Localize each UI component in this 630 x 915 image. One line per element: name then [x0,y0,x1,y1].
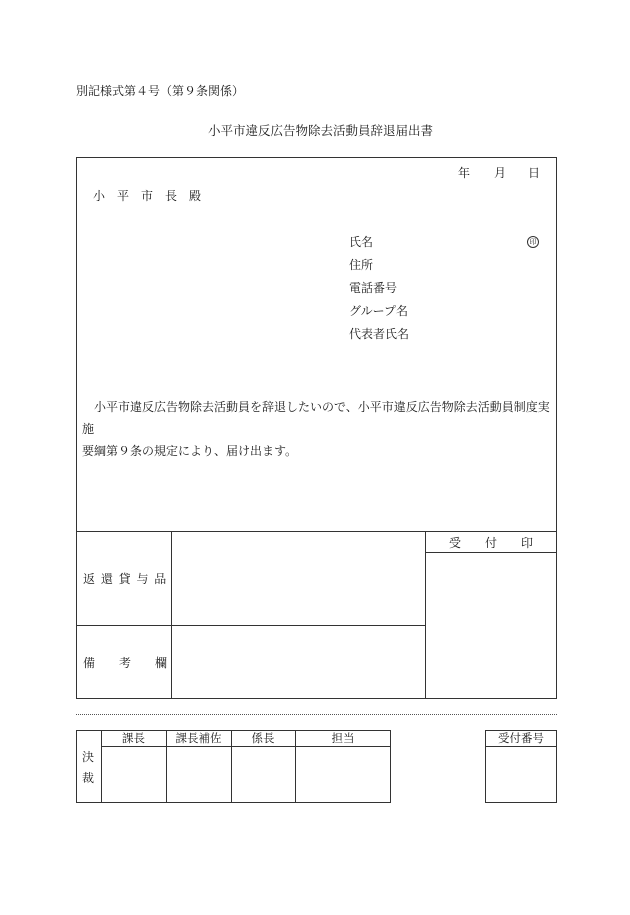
approval-header-rule [101,746,391,747]
return-items-label: 返 還 貸 与 品 [83,572,168,586]
lower-table-middle-rule [76,625,426,626]
stamp-header-rule [425,552,557,553]
address-label: 住所 [349,258,374,272]
cut-line-divider [76,714,557,715]
approval-label-ketsu: 決 [82,750,95,764]
group-name-label: グループ名 [349,304,409,318]
date-month: 月 [494,166,507,180]
date-year: 年 [458,166,471,180]
representative-name-label: 代表者氏名 [349,327,410,341]
receipt-stamp-label: 受 付 印 [449,536,534,550]
receipt-number-header-rule [485,746,557,747]
approval-col-staff: 担当 [331,731,355,745]
name-label: 氏名 [349,235,374,249]
approval-col-section-chief: 課長 [122,731,145,745]
approval-col-deputy-chief: 課長補佐 [175,731,222,745]
stamp-column-divider [425,531,426,699]
declaration-line-2: 要綱第９条の規定により、届け出ます。 [82,444,298,458]
declaration-text [82,396,552,462]
receipt-number-label: 受付番号 [498,731,544,745]
label-column-divider [171,531,172,699]
remarks-label: 備 考 欄 [83,656,168,670]
lower-table-top-rule [76,531,557,532]
seal-mark: 印 [527,236,539,248]
approval-col-subsection-chief: 係長 [251,731,275,745]
document-title: 小平市違反広告物除去活動員辞退届出書 [208,123,434,138]
date-day: 日 [528,166,541,180]
form-number: 別記様式第４号（第９条関係） [76,84,245,98]
phone-label: 電話番号 [349,281,398,295]
approval-label-sai: 裁 [82,771,95,785]
addressee: 小 平 市 長 殿 [93,189,202,203]
declaration-line-1: 小平市違反広告物除去活動員を辞退したいので、小平市違反広告物除去活動員制度実施 [82,400,550,436]
